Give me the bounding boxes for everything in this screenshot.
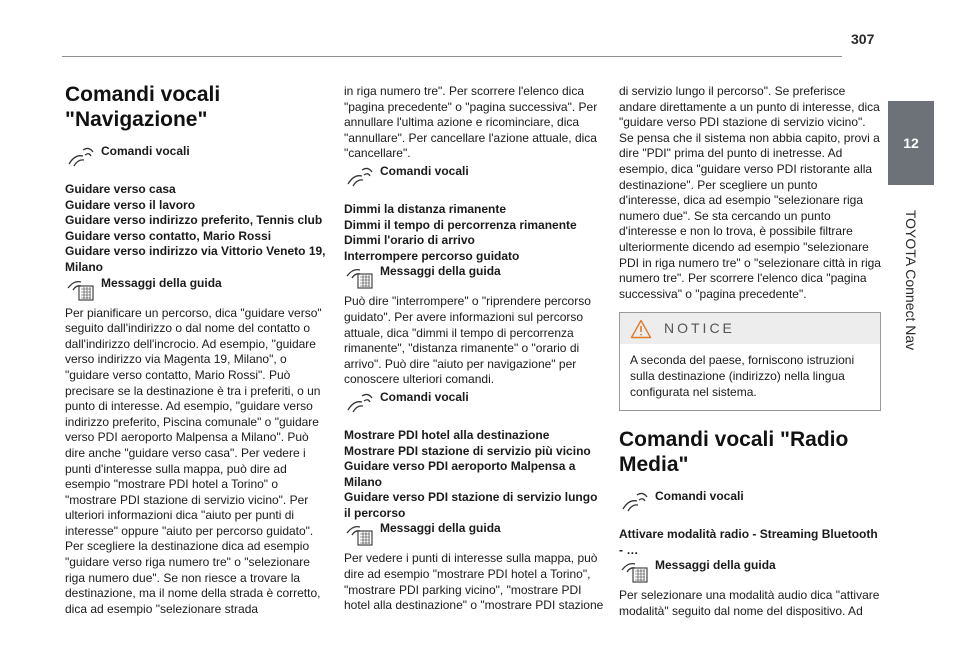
voice-command: Guidare verso indirizzo preferito, Tennis club <box>65 213 323 228</box>
guide-message-icon <box>344 521 380 547</box>
voice-command: Guidare verso PDI stazione di servizio lungo il percorso <box>344 490 598 520</box>
chapter-label: TOYOTA Connect Nav <box>903 209 919 350</box>
voice-command: Attivare modalità radio - Streaming Bluetooth - … <box>619 527 878 557</box>
body-paragraph: in riga numero tre". Per scorrere l'elenco dica "pagina precedente" o "pagina successiva". Per annullare l'ultima azione e ricominciare, dica "annullare". Per cancellare l'azione attuale, dica "cancellare". <box>344 84 598 161</box>
voice-command-icon <box>344 390 380 416</box>
guide-messages-label: Messaggi della guida <box>101 275 222 290</box>
voice-command: Dimmi la distanza rimanente <box>344 201 507 216</box>
voice-commands-heading <box>344 390 604 416</box>
body-paragraph: Può dire "interrompere" o "riprendere percorso guidato". Per avere informazioni sul percorso attuale, dica "dimmi il tempo di percorrenza rimanente", "distanza rimanente" o "orario di arrivo". Può dire "aiuto per navigazione" per conoscere ulteriori comandi. <box>344 294 591 387</box>
voice-commands-label: Comandi vocali <box>101 144 190 158</box>
body-paragraph: Per vedere i punti di interesse sulla mappa, può dire ad esempio "mostrare PDI hotel a Torino", "mostrare PDI parking vicino", "mostrare PDI hotel alla destinazione" o "mostrare PDI stazione <box>344 551 604 613</box>
voice-command: Interrompere percorso guidato <box>344 248 520 263</box>
section-title-navigation: Comandi vocali "Navigazione" <box>65 83 221 131</box>
voice-commands-label: Comandi vocali <box>380 389 469 404</box>
guide-message-icon <box>65 276 101 302</box>
voice-command-icon <box>65 144 101 170</box>
guide-messages-label: Messaggi della guida <box>380 264 501 279</box>
guide-messages-heading <box>344 264 604 290</box>
voice-command: Mostrare PDI hotel alla destinazione <box>344 427 550 442</box>
voice-command: Dimmi l'orario di arrivo <box>344 233 475 248</box>
guide-messages-label: Messaggi della guida <box>655 558 776 573</box>
body-paragraph: Per selezionare una modalità audio dica "attivare modalità" seguito dal nome del dispositivo. Ad <box>619 588 880 618</box>
voice-command: Guidare verso casa <box>65 182 176 196</box>
voice-commands-heading <box>619 489 881 515</box>
chapter-number: 12 <box>903 135 919 151</box>
column-1 <box>65 80 330 617</box>
body-paragraph: di servizio lungo il percorso". Se preferisce andare direttamente a un punto di interesse, dica "guidare verso PDI stazione di servizio vicino". Se pensa che il sistema non abbia capito, provi a dire "PDI" prima del punto di inetresse. Ad esempio, dica "guidare verso PDI ristorante alla destinazione". Per scegliere un punto d'interesse, dica ad esempio "selezionare riga numero due". Se sta cercando un punto d'interesse e non lo trova, è possibile filtrare ulteriormente dicendo ad esempio "selezionare PDI in riga numero tre" o "selezionare città in riga numero tre". Per scorrere l'elenco dica "pagina successiva" o "pagina precedente". <box>619 84 881 301</box>
guide-messages-heading <box>65 276 330 302</box>
voice-commands-heading <box>344 164 604 190</box>
chapter-tab <box>888 101 934 185</box>
voice-command-icon <box>344 164 380 190</box>
guide-message-icon <box>344 264 380 290</box>
column-2 <box>344 84 604 614</box>
guide-message-icon <box>619 558 655 584</box>
guide-messages-heading <box>344 521 604 547</box>
body-paragraph: Per pianificare un percorso, dica "guidare verso" seguito dall'indirizzo o dal nome del contatto o dall'indirizzo dell'incrocio. Ad esempio, "guidare verso indirizzo via Magenta 19, Milano", o "guidare verso contatto, Mario Rossi". Può precisare se la destinazione è tra i preferiti, o un punto di interesse. Ad esempio, "guidare verso indirizzo preferito, Piscina comunale" o "guidare verso PDI aeroporto Malpensa a Milano". Può dire anche "guidare verso casa". Per vedere i punti d'interesse sulla mappa, può dire ad esempio "mostrare PDI hotel a Torino" o "mostrare PDI stazione di servizio vicino". Per ulteriori informazioni dica "aiuto per punti di interesse" oppure "aiuto per percorso guidato". Per scegliere la destinazione dica ad esempio "guidare verso riga numero tre" o "selezionare riga numero due". Se non riesce a trovare la destinazione, ma il nome della strada è corretto, dica ad esempio "selezionare strada <box>65 305 322 616</box>
voice-command: Guidare verso il lavoro <box>65 197 196 212</box>
voice-commands-heading <box>65 144 330 170</box>
guide-messages-label: Messaggi della guida <box>380 521 501 536</box>
voice-command: Mostrare PDI stazione di servizio più vicino <box>344 443 591 458</box>
notice-title: NOTICE <box>664 320 735 337</box>
voice-command: Guidare verso indirizzo via Vittorio Veneto 19, Milano <box>65 244 326 274</box>
notice-text: A seconda del paese, forniscono istruzioni sulla destinazione (indirizzo) nella lingua configurata nel sistema. <box>630 353 855 399</box>
guide-messages-heading <box>619 558 881 584</box>
section-title-radio-media: Comandi vocali "Radio Media" <box>619 428 849 477</box>
page-number: 307 <box>851 31 875 47</box>
header-rule <box>62 56 842 57</box>
warning-triangle-icon <box>630 319 652 339</box>
notice-box <box>619 312 881 411</box>
notice-header <box>620 313 880 344</box>
voice-commands-label: Comandi vocali <box>380 163 469 178</box>
voice-command-icon <box>619 489 655 515</box>
voice-command: Dimmi il tempo di percorrenza rimanente <box>344 217 577 232</box>
voice-commands-label: Comandi vocali <box>655 489 744 504</box>
voice-command: Guidare verso PDI aeroporto Malpensa a Milano <box>344 459 576 489</box>
column-3 <box>619 84 881 619</box>
chapter-side-label <box>880 192 942 367</box>
voice-command: Guidare verso contatto, Mario Rossi <box>65 228 272 243</box>
